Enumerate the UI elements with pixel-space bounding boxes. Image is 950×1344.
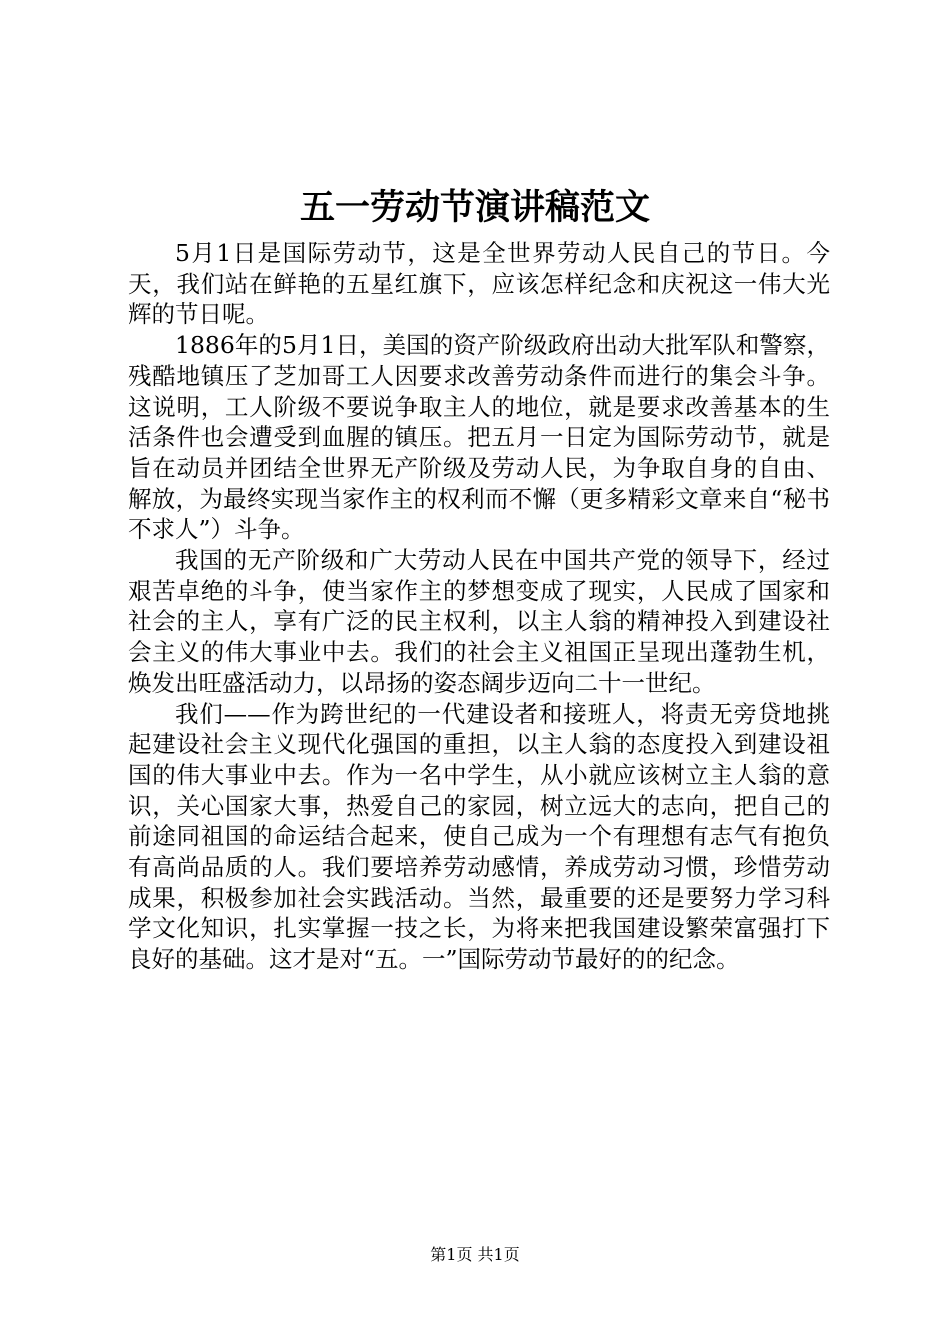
paragraph-4: 我们——作为跨世纪的一代建设者和接班人，将责无旁贷地挑起建设社会主义现代化强国的重担，以主人翁的态度投入到建设祖国的伟大事业中去。作为一名中学生，从小就应该树立主人翁的意识，关心国家大事，热爱自己的家园，树立远大的志向，把自己的前途同祖国的命运结合起来，使自己成为一个有理想有志气有抱负有高尚品质的人。我们要培养劳动感情，养成劳动习惯，珍惜劳动成果，积极参加社会实践活动。当然，最重要的还是要努力学习科学文化知识，扎实掌握一技之长，为将来把我国建设繁荣富强打下良好的基础。这才是对“五。一”国际劳动节最好的的纪念。	[128, 699, 830, 974]
paragraph-1: 5月1日是国际劳动节，这是全世界劳动人民自己的节日。今天，我们站在鲜艳的五星红旗下，应该怎样纪念和庆祝这一伟大光辉的节日呢。	[128, 239, 830, 329]
page-title: 五一劳动节演讲稿范文	[299, 187, 650, 228]
document-body	[128, 238, 830, 975]
paragraph-3: 我国的无产阶级和广大劳动人民在中国共产党的领导下，经过艰苦卓绝的斗争，使当家作主的梦想变成了现实，人民成了国家和社会的主人，享有广泛的民主权利，以主人翁的精神投入到建设社会主义的伟大事业中去。我们的社会主义祖国正呈现出蓬勃生机，焕发出旺盛活动力，以昂扬的姿态阔步迈向二十一世纪。	[128, 546, 830, 697]
paragraph-2: 1886年的5月1日，美国的资产阶级政府出动大批军队和警察，残酷地镇压了芝加哥工人因要求改善劳动条件而进行的集会斗争。这说明，工人阶级不要说争取主人的地位，就是要求改善基本的生活条件也会遭受到血腥的镇压。把五月一日定为国际劳动节，就是旨在动员并团结全世界无产阶级及劳动人民，为争取自身的自由、解放，为最终实现当家作主的权利而不懈（更多精彩文章来自“秘书不求人”）斗争。	[128, 331, 830, 544]
page-footer: 第1页 共1页	[430, 1245, 520, 1264]
